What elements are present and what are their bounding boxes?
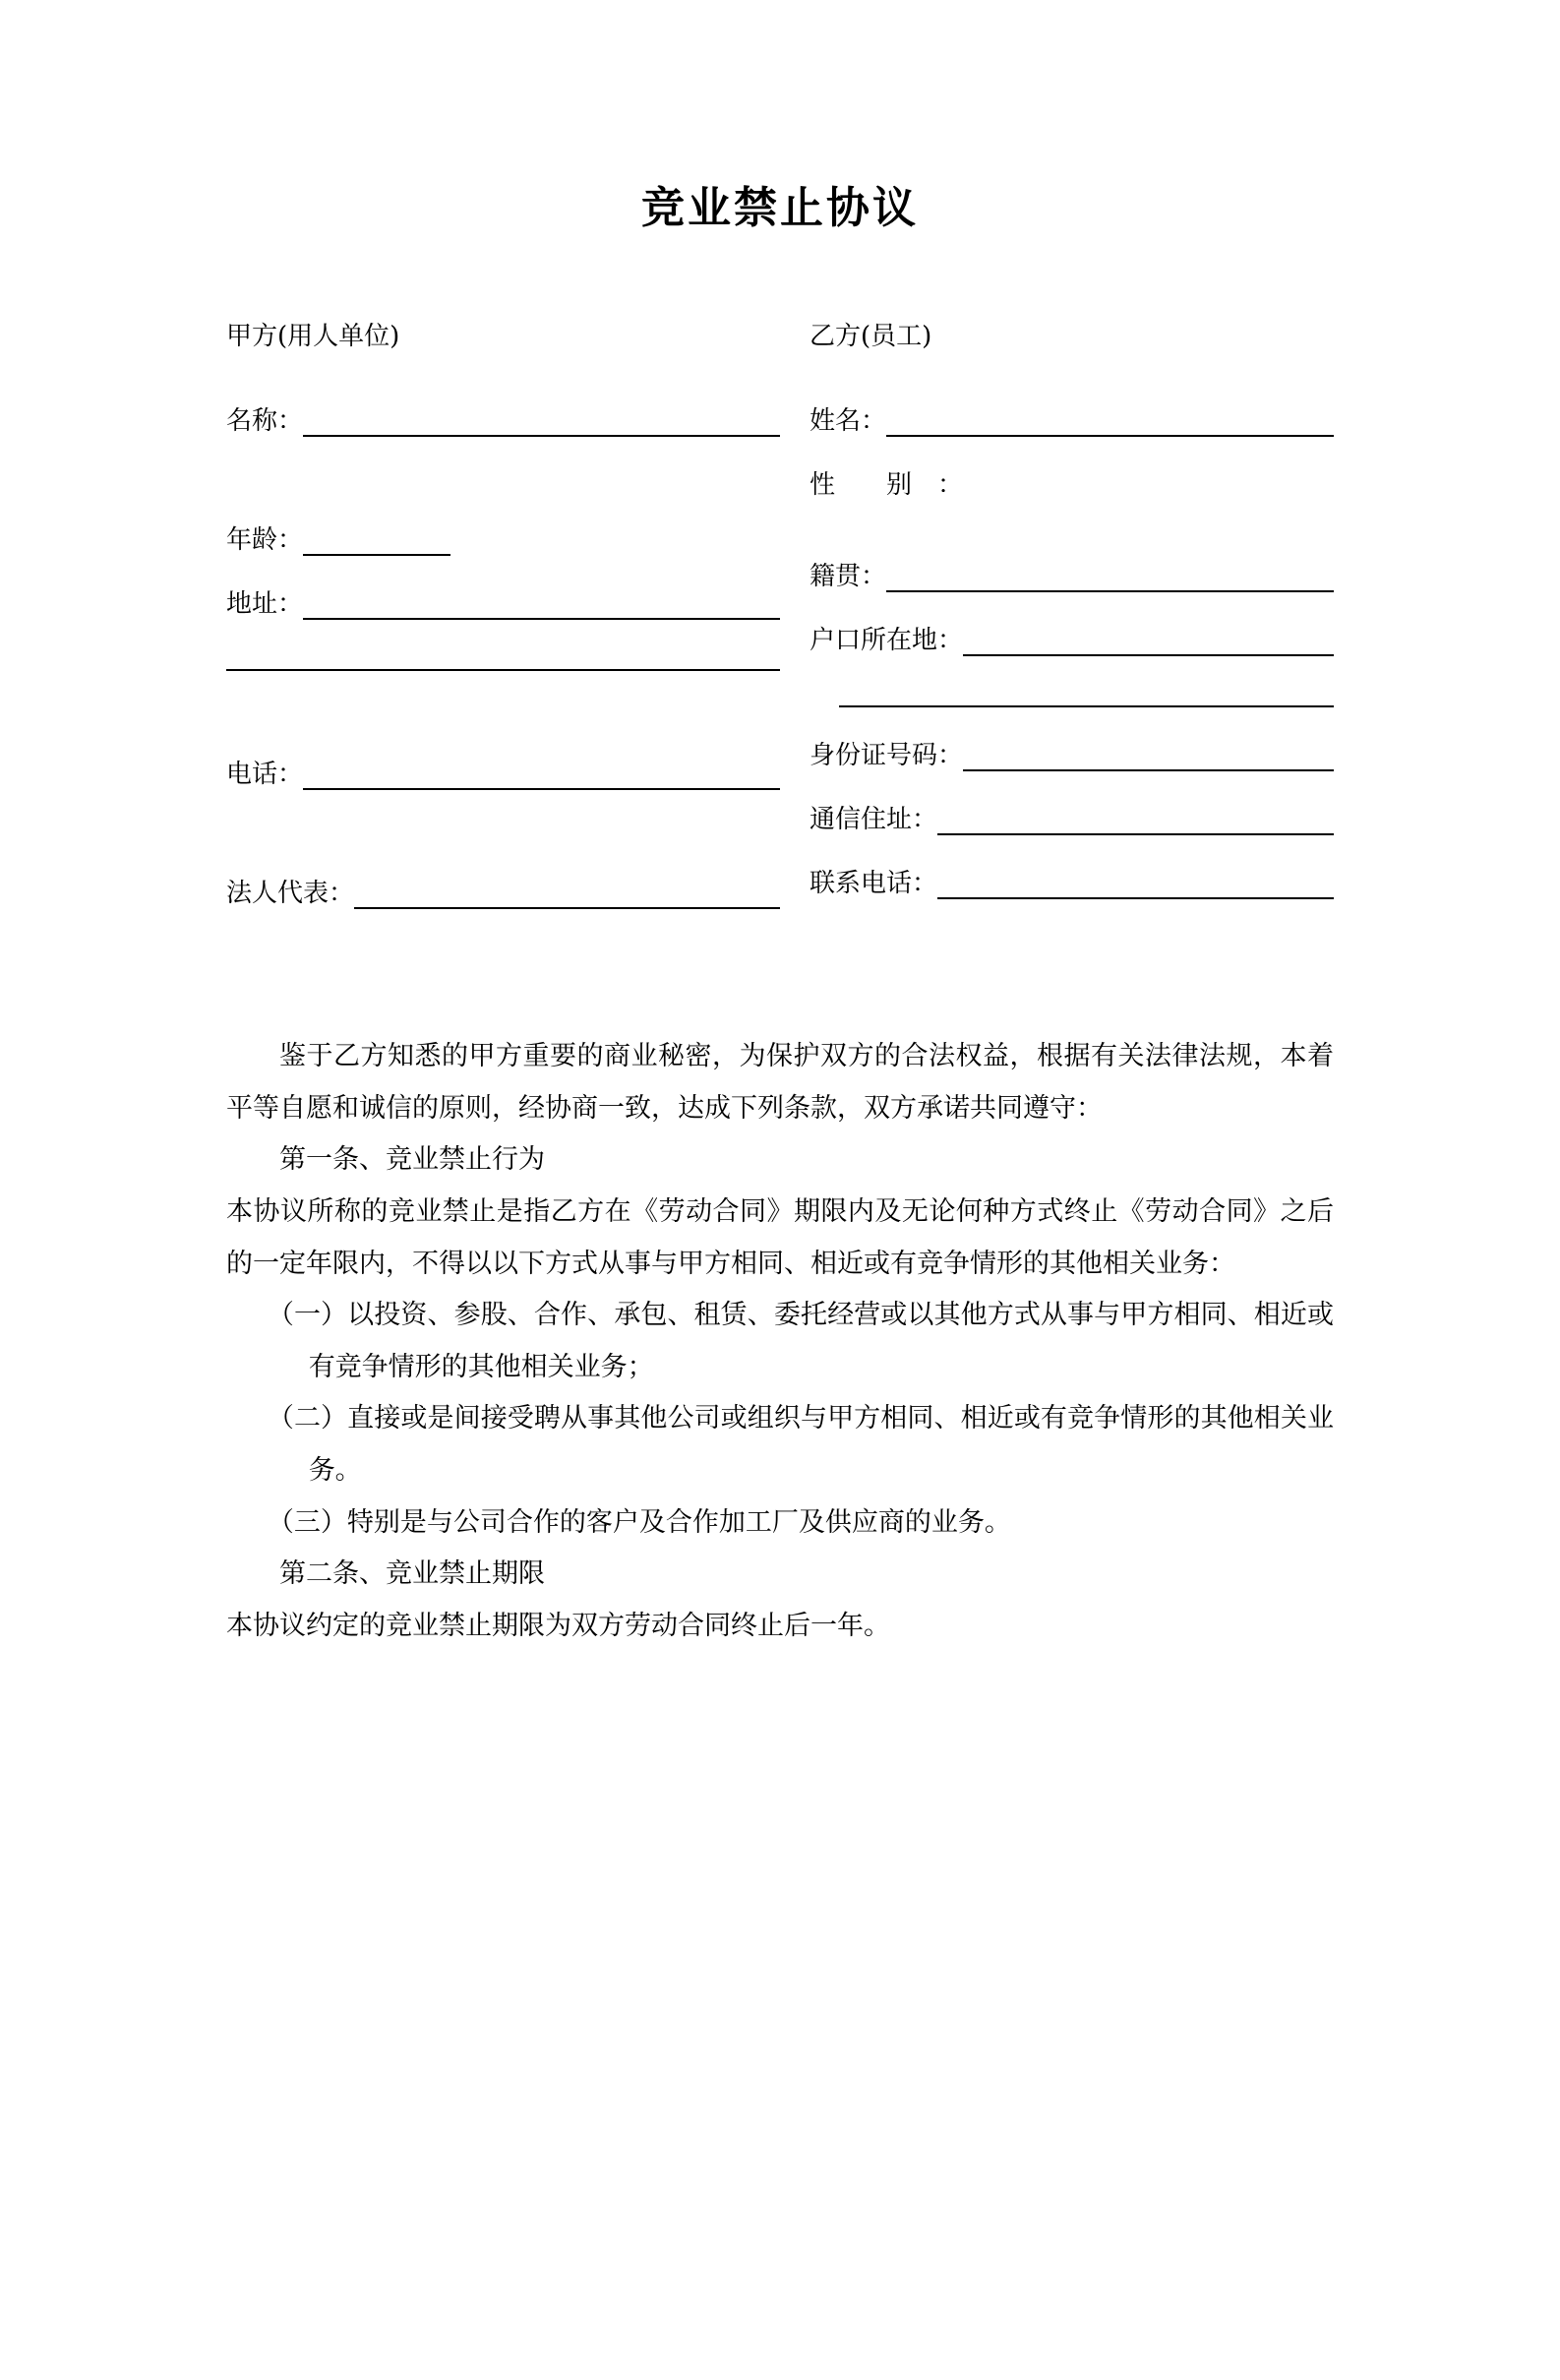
party-a-header bbox=[226, 324, 780, 349]
spacer bbox=[226, 464, 780, 492]
party-b-fields bbox=[780, 400, 1334, 937]
clause-1-body: 本协议所称的竞业禁止是指乙方在《劳动合同》期限内及无论何种方式终止《劳动合同》之后的一定年限内，不得以以下方式从事与甲方相同、相近或有竞争情形的其他相关业务： bbox=[226, 1195, 1334, 1279]
party-a-fields bbox=[226, 400, 780, 937]
field-age bbox=[226, 519, 780, 556]
field-label-company-name: 名称： bbox=[226, 406, 304, 436]
document-page bbox=[0, 172, 1560, 2380]
field-name bbox=[810, 400, 1334, 437]
field-mailing-address bbox=[810, 799, 1334, 835]
spacer bbox=[226, 845, 780, 873]
spacer bbox=[810, 528, 1334, 556]
field-native-place bbox=[810, 556, 1334, 592]
field-input-company-name[interactable] bbox=[303, 413, 780, 437]
field-input-household-registration-line2[interactable] bbox=[839, 684, 1334, 707]
clause-1-item-2: （二）直接或是间接受聘从事其他公司或组织与甲方相同、相近或有竞争情形的其他相关业务。 bbox=[267, 1403, 1334, 1487]
field-label-address: 地址： bbox=[226, 589, 304, 619]
field-label-legal-representative: 法人代表： bbox=[226, 879, 355, 908]
field-label-mailing-address: 通信住址： bbox=[810, 805, 938, 834]
field-input-native-place[interactable] bbox=[886, 569, 1334, 592]
party-b-header bbox=[780, 324, 1334, 349]
field-input-legal-representative[interactable] bbox=[354, 885, 780, 909]
party-header-row bbox=[226, 324, 1334, 349]
party-a-label: 甲方(用人单位) bbox=[226, 322, 400, 351]
preamble-paragraph: 鉴于乙方知悉的甲方重要的商业秘密，为保护双方的合法权益，根据有关法律法规，本着平等自愿和诚信的原则，经协商一致，达成下列条款，双方承诺共同遵守： bbox=[226, 1041, 1334, 1124]
field-label-household-registration: 户口所在地： bbox=[810, 626, 964, 655]
field-label-age: 年龄： bbox=[226, 525, 304, 555]
agreement-body bbox=[226, 1031, 1334, 1653]
spacer bbox=[226, 492, 780, 519]
field-legal-representative bbox=[226, 873, 780, 909]
field-phone bbox=[226, 754, 780, 790]
field-label-gender: 性 别 ： bbox=[810, 470, 964, 500]
spacer bbox=[226, 818, 780, 845]
page-title: 竞业禁止协议 bbox=[641, 183, 919, 233]
field-company-name bbox=[226, 400, 780, 437]
clause-2-heading: 第二条、竞业禁止期限 bbox=[279, 1558, 545, 1590]
party-fields bbox=[226, 400, 1334, 937]
field-address-line2 bbox=[226, 647, 780, 671]
field-id-number bbox=[810, 735, 1334, 771]
spacer bbox=[226, 726, 780, 754]
field-input-age[interactable] bbox=[303, 532, 450, 556]
clause-2-body: 本协议约定的竞业禁止期限为双方劳动合同终止后一年。 bbox=[226, 1611, 890, 1642]
field-input-household-registration[interactable] bbox=[963, 633, 1334, 656]
clause-1-item-3: （三）特别是与公司合作的客户及合作加工厂及供应商的业务。 bbox=[267, 1506, 1011, 1538]
party-b-label: 乙方(员工) bbox=[810, 322, 932, 351]
field-label-native-place: 籍贯： bbox=[810, 562, 887, 591]
field-label-phone: 电话： bbox=[226, 760, 304, 789]
field-input-mailing-address[interactable] bbox=[937, 812, 1334, 835]
field-address bbox=[226, 583, 780, 620]
field-gender bbox=[810, 464, 1334, 501]
field-input-id-number[interactable] bbox=[963, 748, 1334, 771]
field-label-id-number: 身份证号码： bbox=[810, 741, 964, 770]
clause-1-heading: 第一条、竞业禁止行为 bbox=[279, 1144, 545, 1176]
field-label-contact-phone: 联系电话： bbox=[810, 869, 938, 898]
field-household-registration-line2 bbox=[810, 684, 1334, 707]
field-input-address-line2[interactable] bbox=[226, 647, 780, 671]
field-input-contact-phone[interactable] bbox=[937, 876, 1334, 899]
field-input-phone[interactable] bbox=[303, 766, 780, 790]
field-household-registration bbox=[810, 620, 1334, 656]
field-contact-phone bbox=[810, 863, 1334, 899]
field-label-name: 姓名： bbox=[810, 406, 887, 436]
clause-1-item-1: （一）以投资、参股、合作、承包、租赁、委托经营或以其他方式从事与甲方相同、相近或有竞争情形的其他相关业务； bbox=[267, 1300, 1334, 1382]
field-input-address[interactable] bbox=[303, 596, 780, 620]
field-input-name[interactable] bbox=[886, 413, 1334, 437]
spacer bbox=[226, 699, 780, 726]
